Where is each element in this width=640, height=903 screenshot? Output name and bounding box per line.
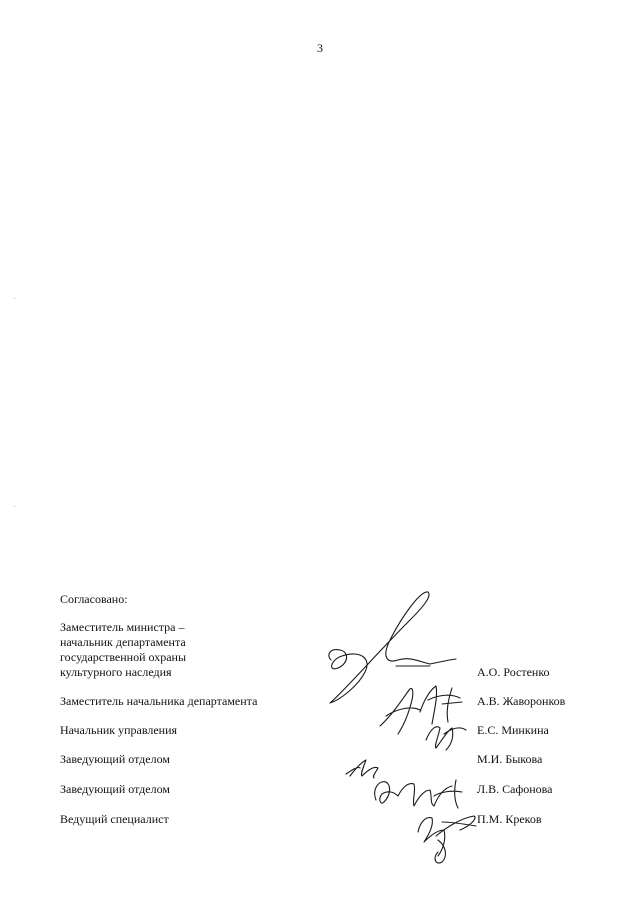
scan-artifact [14,298,15,299]
signatory-name: Е.С. Минкина [477,723,549,737]
signature-5 [375,782,452,806]
title-line: Ведущий специалист [60,812,169,826]
signatory-name: П.М. Креков [477,812,542,826]
signatory-title [60,723,177,738]
signatory-name: А.В. Жаворонков [477,694,566,708]
signatory-title [60,782,170,797]
signatory-title [60,752,170,767]
signatory-name: Л.В. Сафонова [477,782,553,796]
title-line: Заместитель министра – [60,620,185,634]
signature-3 [426,727,466,750]
signature-6-loop [435,840,445,863]
signatory-title [60,620,186,680]
signature-1 [329,592,456,703]
signatory-title [60,694,257,709]
signature-6 [418,816,476,856]
signature-2-tail [442,688,462,722]
title-line: государственной охраны [60,650,187,664]
signatory-name: М.И. Быкова [477,752,543,766]
title-line: начальник департамента [60,635,186,649]
signatory-title [60,812,169,827]
approval-heading: Согласовано: [60,592,128,606]
title-line: Начальник управления [60,723,178,737]
title-line: Заведующий отделом [60,782,170,796]
title-line: Заместитель начальника департамента [60,694,258,708]
scan-artifact [14,506,15,507]
signature-4 [346,760,378,778]
title-line: Заведующий отделом [60,752,170,766]
signatory-name: А.О. Ростенко [477,665,550,679]
title-line: культурного наследия [60,665,172,679]
page-number: 3 [317,41,323,55]
signature-5-tail [434,780,462,808]
signature-2 [380,686,460,734]
